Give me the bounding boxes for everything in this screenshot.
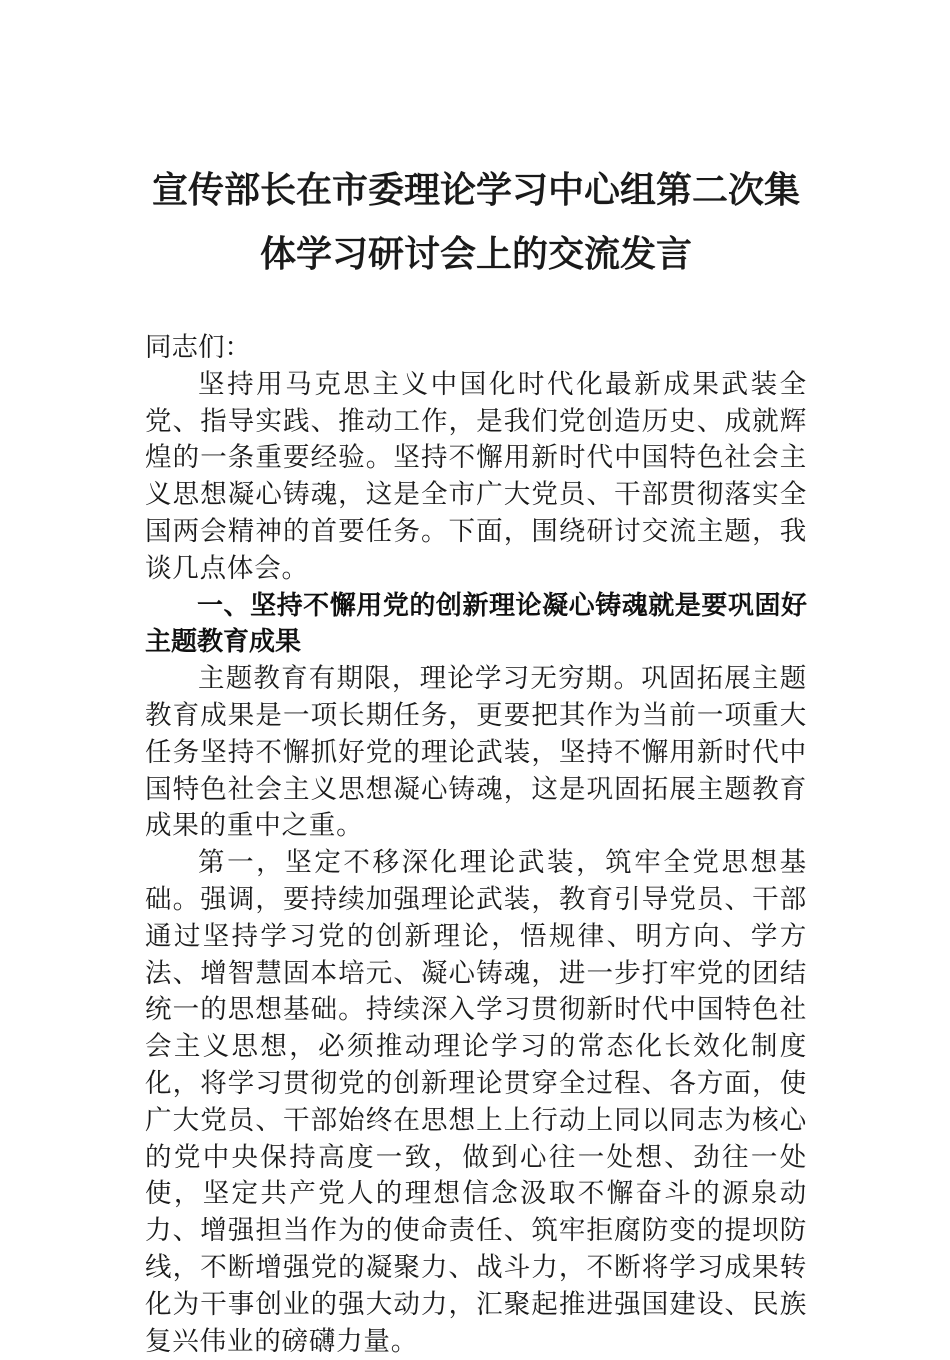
section1-paragraph-1: 主题教育有期限，理论学习无穷期。巩固拓展主题教育成果是一项长期任务，更要把其作为当前一项重大任务坚持不懈抓好党的理论武装，坚持不懈用新时代中国特色社会主义思想凝心铸魂，这是巩固拓展主题教育成果的重中之重。 [145, 663, 807, 842]
section-heading-1: 一、坚持不懈用党的创新理论凝心铸魂就是要巩固好主题教育成果 [145, 590, 807, 658]
section1-paragraph-2: 第一，坚定不移深化理论武装，筑牢全党思想基础。强调，要持续加强理论武装，教育引导党员、干部通过坚持学习党的创新理论，悟规律、明方向、学方法、增智慧固本培元、凝心铸魂，进一步打牢党的团结统一的思想基础。持续深入学习贯彻新时代中国特色社会主义思想，必须推动理论学习的常态化长效化制度化，将学习贯彻党的创新理论贯穿全过程、各方面，使广大党员、干部始终在思想上上行动上同以同志为核心的党中央保持高度一致，做到心往一处想、劲往一处使，坚定共产党人的理想信念汲取不懈奋斗的源泉动力、增强担当作为的使命责任、筑牢拒腐防变的提坝防线，不断增强党的凝聚力、战斗力，不断将学习成果转化为干事创业的强大动力，汇聚起推进强国建设、民族复兴伟业的磅礴力量。 [145, 847, 807, 1357]
title-line-1: 宣传部长在市委理论学习中心组第二次集 [151, 169, 800, 211]
document-title [145, 158, 807, 286]
intro-paragraph: 坚持用马克思主义中国化时代化最新成果武装全党、指导实践、推动工作，是我们党创造历史、成就辉煌的一条重要经验。坚持不懈用新时代中国特色社会主义思想凝心铸魂，这是全市广大党员、干部贯彻落实全国两会精神的首要任务。下面，围绕研讨交流主题，我谈几点体会。 [145, 368, 807, 584]
document-body [145, 330, 807, 1360]
document-page [145, 158, 807, 1360]
title-line-2: 体学习研讨会上的交流发言 [259, 233, 692, 275]
salutation: 同志们： [145, 332, 251, 363]
